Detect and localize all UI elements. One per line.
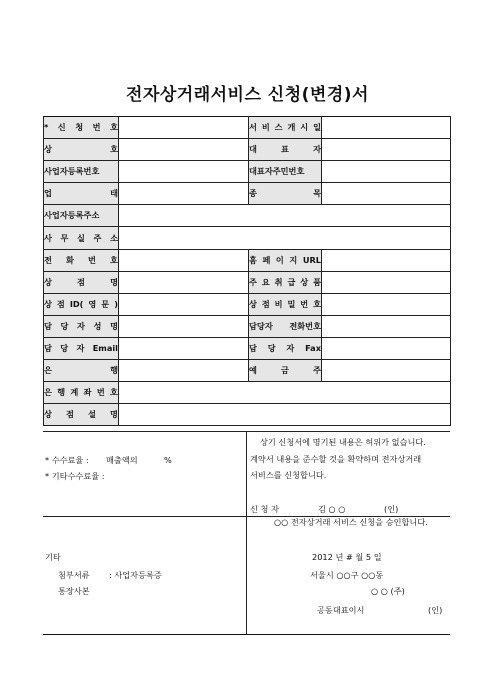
field-value[interactable] <box>119 337 249 359</box>
attachments-label: 첨부서류 <box>58 570 90 580</box>
field-value[interactable] <box>322 183 451 205</box>
field-value[interactable] <box>322 360 451 382</box>
pledge-line-1: 상기 신청서에 명기된 내용은 허위가 없습니다. <box>260 437 426 447</box>
field-label: 주 요 취 급 상 품 <box>249 271 322 293</box>
field-value[interactable] <box>119 161 249 183</box>
form-title: 전자상거래서비스 신청(변경)서 <box>126 85 369 105</box>
field-value[interactable] <box>119 271 249 293</box>
approval-company: ○ ○ (주) <box>371 586 405 596</box>
field-label: 상 점 설 명 <box>44 404 119 426</box>
fee-box <box>43 432 247 516</box>
field-label: 사업자등록주소 <box>44 205 119 227</box>
form-row <box>44 337 451 359</box>
applicant-label: 신 청 자 <box>250 504 279 514</box>
field-value[interactable] <box>322 117 451 139</box>
fee-rate-percent: % <box>164 455 172 465</box>
field-label: 예 금 주 <box>249 360 322 382</box>
attachments-value: : 사업자등록증 <box>109 570 162 580</box>
field-value[interactable] <box>322 315 451 337</box>
field-label: 업 태 <box>44 183 119 205</box>
fee-rate-label: * 수수료율 : <box>45 455 89 465</box>
field-value[interactable] <box>119 139 249 161</box>
application-table <box>43 116 451 426</box>
field-value[interactable] <box>322 249 451 271</box>
field-value-wide[interactable] <box>119 205 451 227</box>
form-row <box>44 315 451 337</box>
field-label: 대표자주민번호 <box>249 161 322 183</box>
field-value[interactable] <box>322 139 451 161</box>
approval-box <box>246 517 450 634</box>
field-value[interactable] <box>322 271 451 293</box>
form-row <box>44 382 451 404</box>
representative-label: 공동대표이시 <box>317 605 365 615</box>
form-row <box>44 161 451 183</box>
bottom-section <box>43 431 450 635</box>
field-label: 담 당 자 Email <box>44 337 119 359</box>
field-label: 상 점 비 밀 번 호 <box>249 293 322 315</box>
field-label: 전 화 번 호 <box>44 249 119 271</box>
form-row <box>44 271 451 293</box>
field-label: 담 당 자 성 명 <box>44 315 119 337</box>
bankbook-copy: 통장사본 <box>58 586 90 596</box>
field-label: 은 행 <box>44 360 119 382</box>
field-label: 종 목 <box>249 183 322 205</box>
field-value[interactable] <box>119 293 249 315</box>
pledge-line-2: 계약서 내용을 준수할 것을 확약하며 전자상거래 <box>250 454 422 464</box>
field-label: * 신 청 번 호 <box>44 117 119 139</box>
form-row <box>44 293 451 315</box>
fee-rate-basis: 매출액의 <box>106 455 138 465</box>
field-value[interactable] <box>322 161 451 183</box>
field-label: 대 표 자 <box>249 139 322 161</box>
form-row <box>44 183 451 205</box>
other-fee-label: * 기타수수료율 : <box>45 471 105 481</box>
form-row <box>44 249 451 271</box>
field-value[interactable] <box>119 360 249 382</box>
field-label: 은 행 계 좌 번 호 <box>44 382 119 404</box>
field-label: 담 당 자 Fax <box>249 337 322 359</box>
representative-seal: (인) <box>428 605 443 615</box>
approval-address: 서울시 ○○구 ○○동 <box>310 570 384 580</box>
field-label: 상 호 <box>44 139 119 161</box>
form-row <box>44 227 451 249</box>
field-value-wide[interactable] <box>119 382 451 404</box>
approval-line: ○○ 전자상거래 서비스 신청을 승인합니다. <box>274 517 428 527</box>
pledge-box <box>246 432 450 516</box>
other-label: 기타 <box>45 552 61 562</box>
approval-date: 2012 년 # 월 5 일 <box>312 552 382 562</box>
form-row <box>44 404 451 426</box>
field-value[interactable] <box>119 315 249 337</box>
applicant-name: 김 ○ ○ <box>318 504 346 514</box>
field-label: 사업자등록번호 <box>44 161 119 183</box>
field-label: 상 점 명 <box>44 271 119 293</box>
form-row <box>44 139 451 161</box>
field-value-wide[interactable] <box>119 404 451 426</box>
field-label: 담당자 전화번호 <box>249 315 322 337</box>
field-value[interactable] <box>322 293 451 315</box>
form-row <box>44 205 451 227</box>
form-row <box>44 360 451 382</box>
field-value[interactable] <box>119 117 249 139</box>
field-label: 상 점 ID( 영 문 ) <box>44 293 119 315</box>
field-value[interactable] <box>119 249 249 271</box>
pledge-line-3: 서비스를 신청합니다. <box>250 470 327 480</box>
field-label: 사 무 실 주 소 <box>44 227 119 249</box>
other-box <box>43 517 247 634</box>
field-value-wide[interactable] <box>119 227 451 249</box>
field-value[interactable] <box>119 183 249 205</box>
form-row <box>44 117 451 139</box>
field-label: 서 비 스 개 시 일 <box>249 117 322 139</box>
field-label: 홈 페 이 지 URL <box>249 249 322 271</box>
field-value[interactable] <box>322 337 451 359</box>
applicant-seal: (인) <box>384 504 399 514</box>
